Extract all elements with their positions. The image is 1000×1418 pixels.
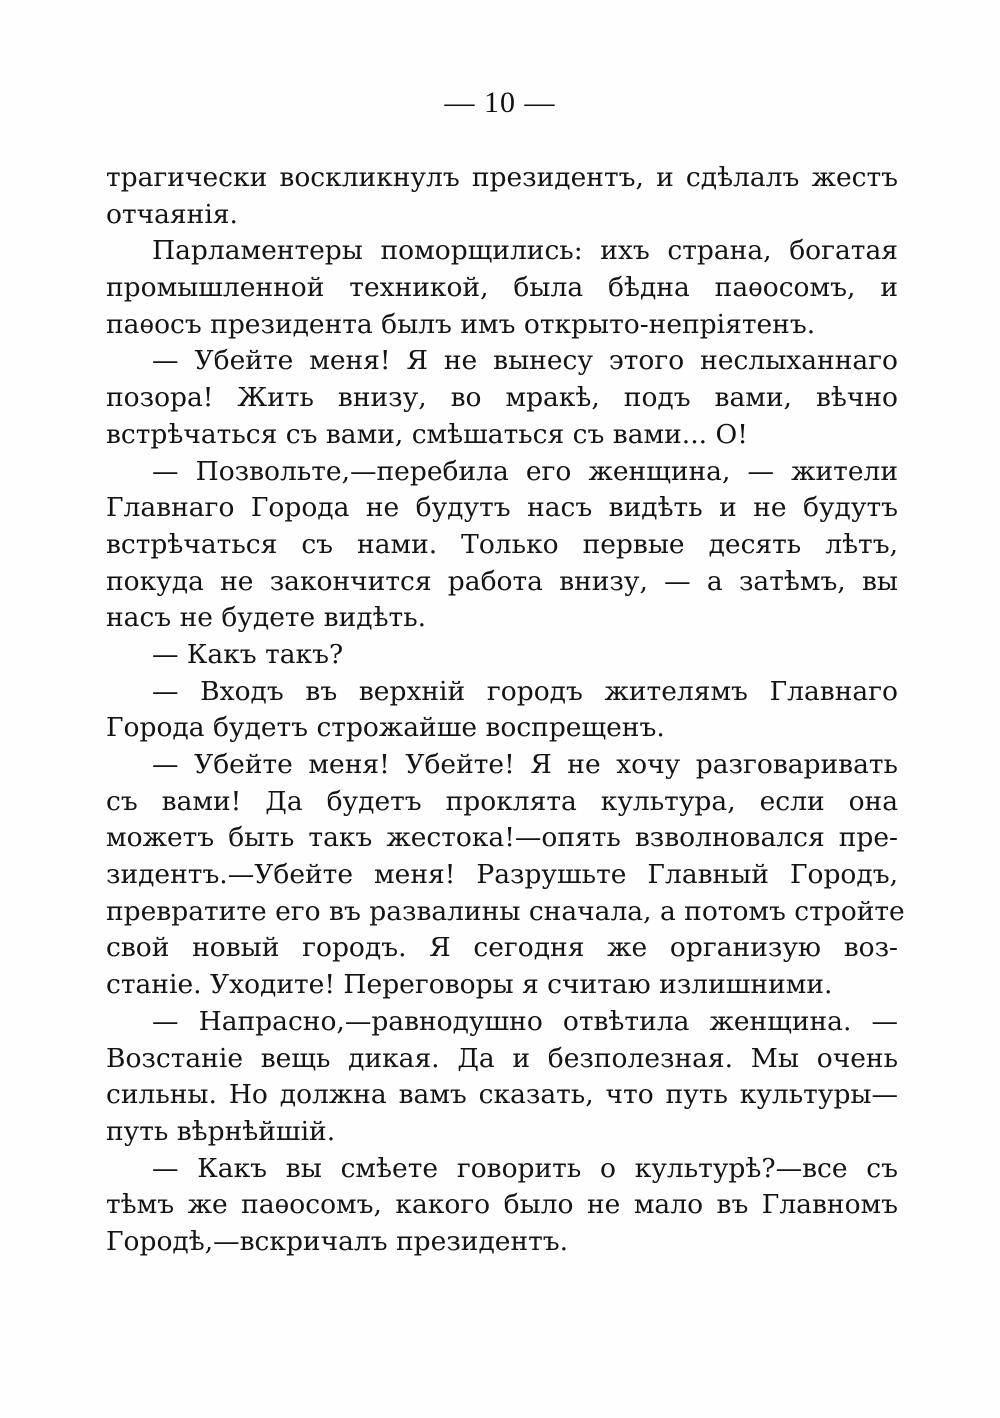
- text-line: Главнаго Города не будутъ насъ видѣть и не будутъ: [106, 492, 898, 524]
- paragraph: [106, 454, 898, 637]
- text-line: — Позвольте,—перебила его женщина, — жители: [152, 455, 898, 487]
- text-line: покуда не закончится работа внизу, — а затѣмъ, вы: [106, 565, 898, 597]
- text-line: путь вѣрнѣйшій.: [106, 1115, 336, 1147]
- text-line: свой новый городъ. Я сегодня же организую воз-: [106, 932, 898, 964]
- paragraph: [106, 233, 898, 343]
- text-line: — Входъ въ верхній городъ жителямъ Главнаго: [152, 675, 898, 707]
- paragraph: [106, 637, 898, 674]
- text-line: — Убейте меня! Убейте! Я не хочу разговаривать: [152, 749, 898, 780]
- paragraph: [106, 1151, 898, 1261]
- body-text: [106, 160, 905, 1261]
- text-line: встрѣчаться съ нами. Только первые десять лѣтъ,: [106, 528, 898, 560]
- text-line: насъ не будете видѣть.: [106, 602, 427, 634]
- text-line: съ вами! Да будетъ проклята культура, если она: [106, 785, 898, 817]
- text-line: встрѣчаться съ вами, смѣшаться съ вами... О!: [106, 418, 748, 450]
- paragraph: [106, 343, 898, 453]
- text-line: отчаянія.: [106, 198, 238, 230]
- paragraph: [106, 674, 898, 747]
- text-line: Возстаніе вещь дикая. Да и безполезная. Мы очень: [106, 1042, 898, 1074]
- paragraph: [106, 747, 905, 1004]
- paragraph: [106, 1004, 898, 1151]
- text-line: зидентъ.—Убейте меня! Разрушьте Главный Городъ,: [106, 859, 898, 891]
- text-line: можетъ быть такъ жестока!—опять взволновался пре-: [106, 822, 898, 854]
- text-line: тѣмъ же паѳосомъ, какого было не мало въ Главномъ: [106, 1189, 898, 1221]
- text-line: станіе. Уходите! Переговоры я считаю излишними.: [106, 969, 833, 1001]
- text-line: трагически воскликнулъ президентъ, и сдѣлалъ жестъ: [106, 162, 898, 193]
- text-line: Города будетъ строжайше воспрещенъ.: [106, 712, 665, 744]
- text-line: — Напрасно,—равнодушно отвѣтила женщина. —: [152, 1005, 898, 1037]
- text-line: Городѣ,—вскричалъ президентъ.: [106, 1225, 569, 1257]
- text-line: сильны. Но должна вамъ сказать, что путь культуры—: [106, 1079, 898, 1111]
- text-line: промышленной техникой, была бѣдна паѳосомъ, и: [106, 272, 898, 304]
- text-line: паѳосъ президента былъ имъ открыто-непріятенъ.: [106, 308, 816, 340]
- text-line: превратите его въ развалины сначала, а потомъ стройте: [106, 895, 905, 927]
- text-line: — Убейте меня! Я не вынесу этого неслыханнаго: [152, 345, 898, 377]
- text-line: Парламентеры поморщились: ихъ страна, богатая: [152, 235, 898, 267]
- page-number: — 10 —: [444, 86, 556, 119]
- text-line: позора! Жить внизу, во мракѣ, подъ вами, вѣчно: [106, 382, 898, 414]
- text-line: — Какъ вы смѣете говорить о культурѣ?—все съ: [152, 1152, 898, 1184]
- text-line: — Какъ такъ?: [152, 638, 344, 670]
- paragraph: [106, 160, 898, 233]
